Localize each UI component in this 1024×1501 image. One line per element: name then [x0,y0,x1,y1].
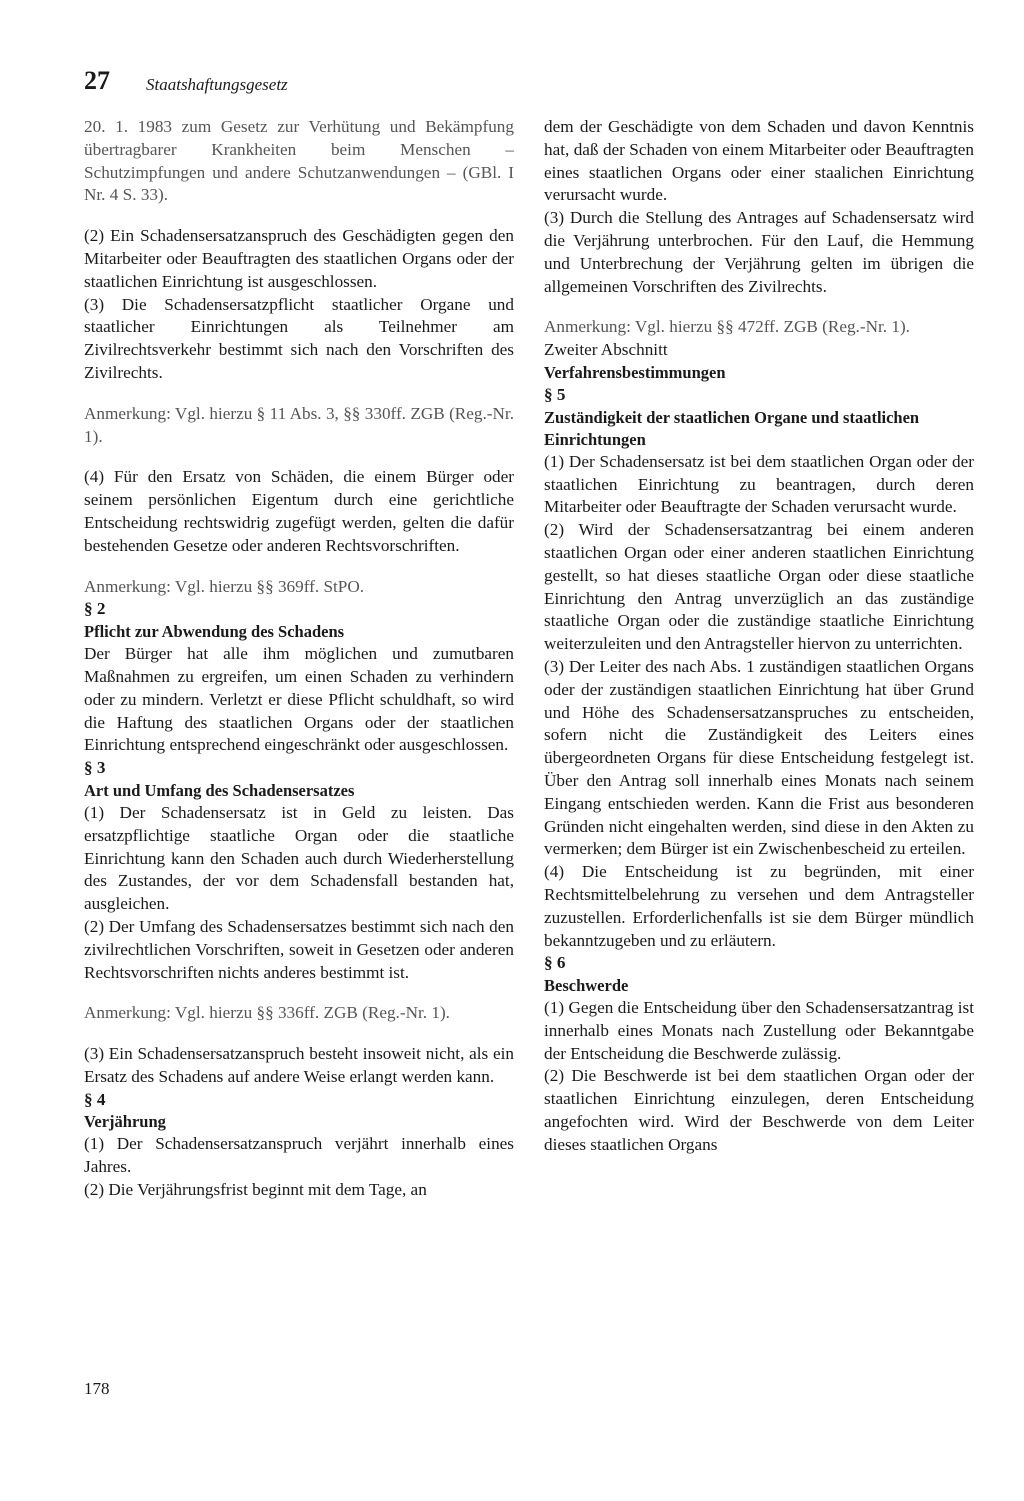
section-3-title: Art und Umfang des Schadensersatzes [84,780,355,800]
section-5-paragraph-2: (2) Wird der Schadensersatzantrag bei einem anderen staatlichen Organ oder einer anderen staatlichen Einrichtung gestellt, so hat dieses staatliche Organ oder diese staatliche Einrichtung den Antrag unverzüglich an das zuständige staatliche Organ oder die zuständige staatliche Einrichtung weiterzuleiten und den Antragsteller hiervon zu unterrichten. [544,520,974,654]
intro-note-continuation: 20. 1. 1983 zum Gesetz zur Verhütung und Bekämpfung übertragbarer Krankheiten beim Menschen – Schutzimpfungen und andere Schutzanwendungen – (GBl. I Nr. 4 S. 33). [84,117,514,205]
paragraph-1-4: (4) Für den Ersatz von Schäden, die einem Bürger oder seinem persönlichen Eigentum durch eine gerichtliche Entscheidung rechtswidrig zugefügt werden, gelten die dafür bestehenden Gesetze oder anderen Rechtsvorschriften. [84,467,514,555]
part-label: Zweiter Abschnitt [544,340,668,360]
section-4-paragraph-2-continued: dem der Geschädigte von dem Schaden und davon Kenntnis hat, daß der Schaden von einem Mitarbeiter oder Beauftragten eines staatlichen Organs oder einer staalichen Einrichtung verursacht wurde. [544,117,974,205]
section-4-paragraph-3: (3) Durch die Stellung des Antrages auf Schadensersatz wird die Verjährung unterbrochen. Für den Lauf, die Hemmung und Unterbrechung der Verjährung gelten im übrigen die allgemeinen Vorschriften des Zivilrechts. [544,208,974,296]
section-5-paragraph-3: (3) Der Leiter des nach Abs. 1 zuständigen staatlichen Organs oder der zuständigen staatlichen Einrichtung hat über Grund und Höhe des Schadensersatzanspruches zu entscheiden, sofern nicht die Zuständigkeit des Leiters eines übergeordneten Organs für diese Entscheidung festgelegt ist. Über den Antrag soll innerhalb eines Monats nach seinem Eingang entschieden werden. Kann die Frist aus besonderen Gründen nicht eingehalten werden, sind diese in den Akten zu vermerken; dem Bürger ist ein Zwischenbescheid zu erteilen. [544,656,974,859]
section-3-paragraph-2: (2) Der Umfang des Schadensersatzes bestimmt sich nach den zivilrechtlichen Vorschriften, soweit in Gesetzen oder anderen Rechtsvorschriften nichts anderes bestimmt ist. [84,916,514,982]
section-6-title: Beschwerde [544,976,629,996]
section-4-paragraph-2: (2) Die Verjährungsfrist beginnt mit dem Tage, an [84,1180,427,1200]
section-2-title: Pflicht zur Abwendung des Schadens [84,622,345,642]
section-6-number: § 6 [544,953,566,973]
section-2-number: § 2 [84,599,106,619]
annotation-1a: Anmerkung: Vgl. hierzu § 11 Abs. 3, §§ 330ff. ZGB (Reg.-Nr. 1). [84,403,514,446]
page-number: 178 [84,1379,110,1398]
section-3-paragraph-1: (1) Der Schadensersatz ist in Geld zu leisten. Das ersatzpflichtige staatliche Organ oder die staatliche Einrichtung kann den Schaden auch durch Wiederherstellung des Zustandes, der vor dem Schadensfall bestanden hat, ausgleichen. [84,802,514,914]
section-3-number: § 3 [84,758,106,778]
right-column [544,116,974,1157]
chapter-number: 27 [84,66,110,95]
left-column [84,116,514,1202]
section-5-paragraph-1: (1) Der Schadensersatz ist bei dem staatlichen Organ oder der staatlichen Einrichtung zu beantragen, durch deren Mitarbeiter oder Beauftragte der Schaden verursacht wurde. [544,451,974,517]
section-6-paragraph-1: (1) Gegen die Entscheidung über den Schadensersatzantrag ist innerhalb eines Monats nach Zustellung oder Bekanntgabe der Entscheidung die Beschwerde zulässig. [544,998,974,1063]
section-4-annotation: Anmerkung: Vgl. hierzu §§ 472ff. ZGB (Reg.-Nr. 1). [544,317,910,337]
section-4-number: § 4 [84,1089,106,1109]
section-5-paragraph-4: (4) Die Entscheidung ist zu begründen, mit einer Rechtsmittelbelehrung zu versehen und dem Antragsteller zuzustellen. Erforderlichenfalls ist sie dem Bürger mündlich bekanntzugeben und zu erläutern. [544,862,974,950]
section-6-paragraph-2: (2) Die Beschwerde ist bei dem staatlichen Organ oder der staatlichen Einrichtung einzulegen, deren Entscheidung angefochten wird. Wird der Beschwerde von dem Leiter dieses staatlichen Organs [544,1066,974,1154]
section-2-text: Der Bürger hat alle ihm möglichen und zumutbaren Maßnahmen zu ergreifen, um einen Schaden zu verhindern oder zu mindern. Verletzt er diese Pflicht schuldhaft, so wird die Haftung des staatlichen Organs oder der staatlichen Einrichtung entsprechend eingeschränkt oder ausgeschlossen. [84,644,514,755]
section-5-title: Zuständigkeit der staatlichen Organe und staatlichen Einrichtungen [544,407,920,449]
section-3-annotation: Anmerkung: Vgl. hierzu §§ 336ff. ZGB (Reg.-Nr. 1). [84,1003,450,1023]
section-5-number: § 5 [544,384,566,404]
section-4-paragraph-1: (1) Der Schadensersatzanspruch verjährt innerhalb eines Jahres. [84,1134,514,1177]
paragraph-1-3: (3) Die Schadensersatzpflicht staatlicher Organe und staatlicher Einrichtungen als Teilnehmer am Zivilrechtsverkehr bestimmt sich nach den Vorschriften des Zivilrechts. [84,294,514,382]
section-3-paragraph-3: (3) Ein Schadensersatzanspruch besteht insoweit nicht, als ein Ersatz des Schadens auf andere Weise erlangt werden kann. [84,1044,514,1086]
annotation-1b: Anmerkung: Vgl. hierzu §§ 369ff. StPO. [84,576,365,596]
running-title: Staatshaftungsgesetz [146,75,288,94]
paragraph-1-2: (2) Ein Schadensersatzanspruch des Geschädigten gegen den Mitarbeiter oder Beauftragten des staatlichen Organs oder der staatlichen Einrichtung ist ausgeschlossen. [84,226,514,291]
section-4-title: Verjährung [84,1112,166,1132]
part-title: Verfahrensbestimmungen [544,362,726,382]
